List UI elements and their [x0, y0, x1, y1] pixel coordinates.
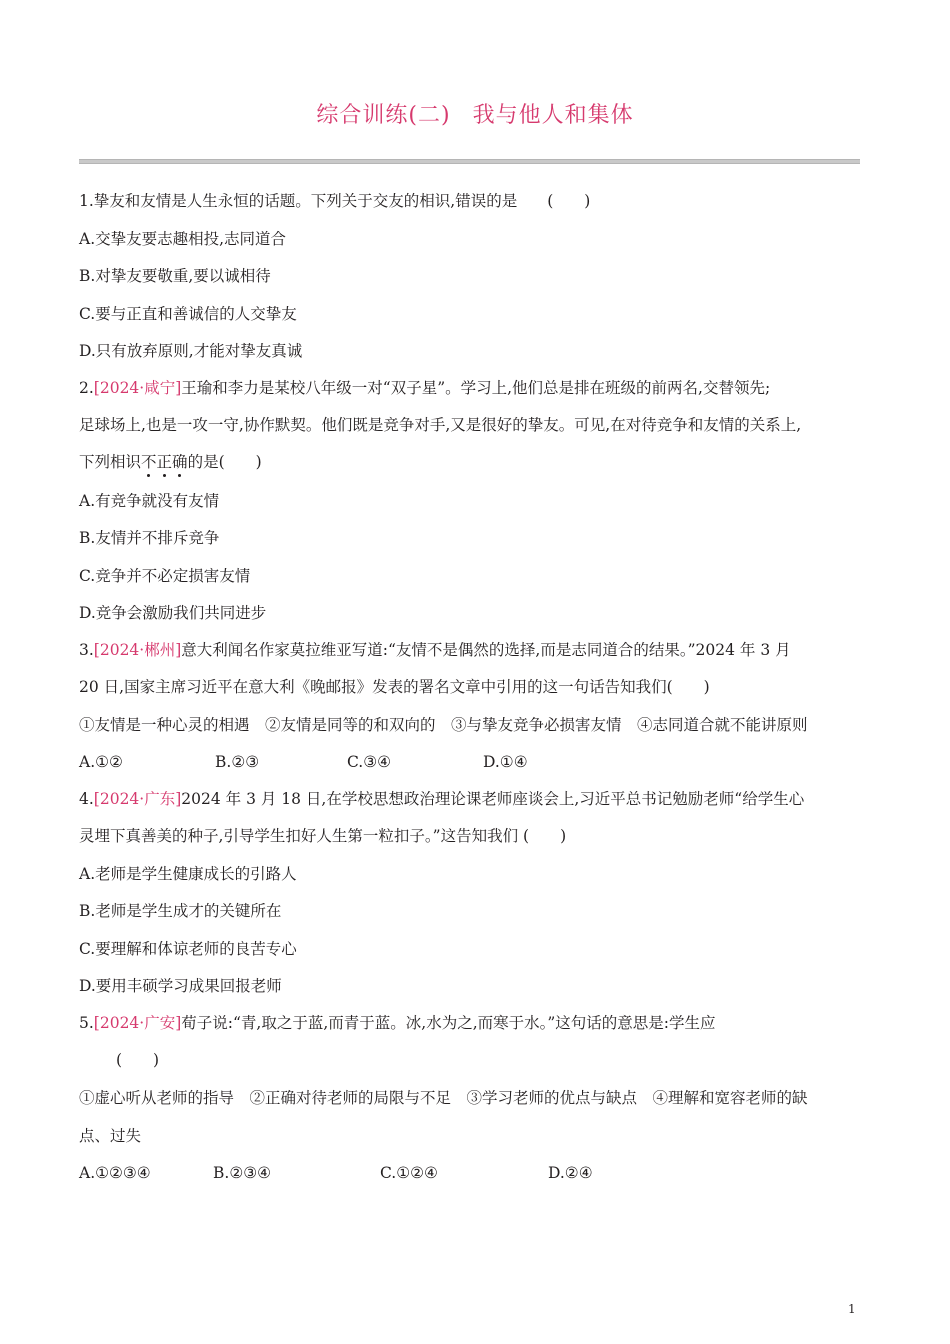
q5-text-1: 荀子说:“青,取之于蓝,而青于蓝。冰,水为之,而寒于水。”这句话的意思是:学生应	[181, 1014, 716, 1032]
q4-line-1	[79, 788, 804, 810]
q1-stem-text: 1.挚友和友情是人生永恒的话题。下列关于交友的相识,错误的是	[79, 192, 518, 210]
q3-number: 3.	[79, 641, 94, 659]
q2-option-c: C.竞争并不必定损害友情	[79, 567, 251, 585]
q4-number: 4.	[79, 790, 94, 808]
q2-number: 2.	[79, 379, 94, 397]
q3-options	[79, 751, 528, 773]
q5-option-a: A.①②③④	[79, 1164, 151, 1182]
q5-option-c: C.①②④	[380, 1164, 438, 1182]
q3-text-1: 意大利闻名作家莫拉维亚写道:“友情不是偶然的选择,而是志同道合的结果。”2024 年 3 月	[181, 641, 791, 659]
q5-option-b: B.②③④	[213, 1164, 272, 1182]
title-divider	[79, 159, 860, 164]
q3-items: ①友情是一种心灵的相遇 ②友情是同等的和双向的 ③与挚友竞争必损害友情 ④志同道合就不能讲原则	[79, 716, 808, 734]
q5-items-2: 点、过失	[79, 1127, 142, 1145]
q2-text-3e: 的是( )	[187, 453, 262, 471]
q1-option-b: B.对挚友要敬重,要以诚相待	[79, 267, 271, 285]
page-title	[0, 98, 950, 129]
q4-text-1: 2024 年 3 月 18 日,在学校思想政治理论课老师座谈会上,习近平总书记勉励老师“给学生心	[181, 790, 805, 808]
q2-emphasis-2: 正	[156, 453, 173, 471]
q3-source: [2024·郴州]	[93, 641, 182, 659]
q1-option-d: D.只有放弃原则,才能对挚友真诚	[79, 342, 303, 360]
q1-option-a: A.交挚友要志趣相投,志同道合	[79, 230, 287, 248]
title-part-1: 综合训练(二)	[316, 103, 451, 128]
q2-source: [2024·咸宁]	[93, 379, 182, 397]
q5-option-d: D.②④	[548, 1164, 593, 1182]
q3-option-c: C.③④	[347, 753, 392, 771]
q1-option-c: C.要与正直和善诚信的人交挚友	[79, 305, 297, 323]
q2-line-3	[79, 451, 262, 473]
page-number: 1	[848, 1302, 856, 1316]
q5-options	[79, 1162, 593, 1184]
q3-option-d: D.①④	[483, 753, 528, 771]
q2-text-3a: 下列相识	[79, 453, 142, 471]
q3-option-a: A.①②	[79, 753, 123, 771]
q2-line-1	[79, 377, 770, 399]
q4-line-2: 灵埋下真善美的种子,引导学生扣好人生第一粒扣子。”这告知我们 ( )	[79, 827, 567, 845]
q4-option-b: B.老师是学生成才的关键所在	[79, 902, 282, 920]
title-part-2: 我与他人和集体	[472, 103, 634, 128]
q4-option-d: D.要用丰硕学习成果回报老师	[79, 977, 282, 995]
q2-text-1: 王瑜和李力是某校八年级一对“双子星”。学习上,他们总是排在班级的前两名,交替领先;	[181, 379, 771, 397]
q5-line-1	[79, 1012, 716, 1034]
q2-emphasis-3: 确	[172, 453, 188, 471]
q4-source: [2024·广东]	[93, 790, 182, 808]
q2-option-a: A.有竞争就没有友情	[79, 492, 220, 510]
q1-answer-blank: ( )	[547, 192, 591, 210]
q2-option-b: B.友情并不排斥竞争	[79, 529, 220, 547]
q4-option-c: C.要理解和体谅老师的良苦专心	[79, 940, 297, 958]
q1-stem	[79, 190, 590, 212]
q3-option-b: B.②③	[215, 753, 260, 771]
q4-option-a: A.老师是学生健康成长的引路人	[79, 865, 297, 883]
q5-source: [2024·广安]	[93, 1014, 182, 1032]
q2-line-2: 足球场上,也是一攻一守,协作默契。他们既是竞争对手,又是很好的挚友。可见,在对待竞争和友情的关系上,	[79, 416, 802, 434]
q5-number: 5.	[79, 1014, 94, 1032]
q3-line-2: 20 日,国家主席习近平在意大利《晚邮报》发表的署名文章中引用的这一句话告知我们( )	[79, 678, 710, 696]
q2-option-d: D.竞争会激励我们共同进步	[79, 604, 267, 622]
q5-items-1: ①虚心听从老师的指导 ②正确对待老师的局限与不足 ③学习老师的优点与缺点 ④理解和宽容老师的缺	[79, 1089, 808, 1107]
q3-line-1	[79, 639, 791, 661]
q2-emphasis-1: 不	[141, 453, 157, 471]
q5-answer-blank: ( )	[116, 1051, 160, 1069]
